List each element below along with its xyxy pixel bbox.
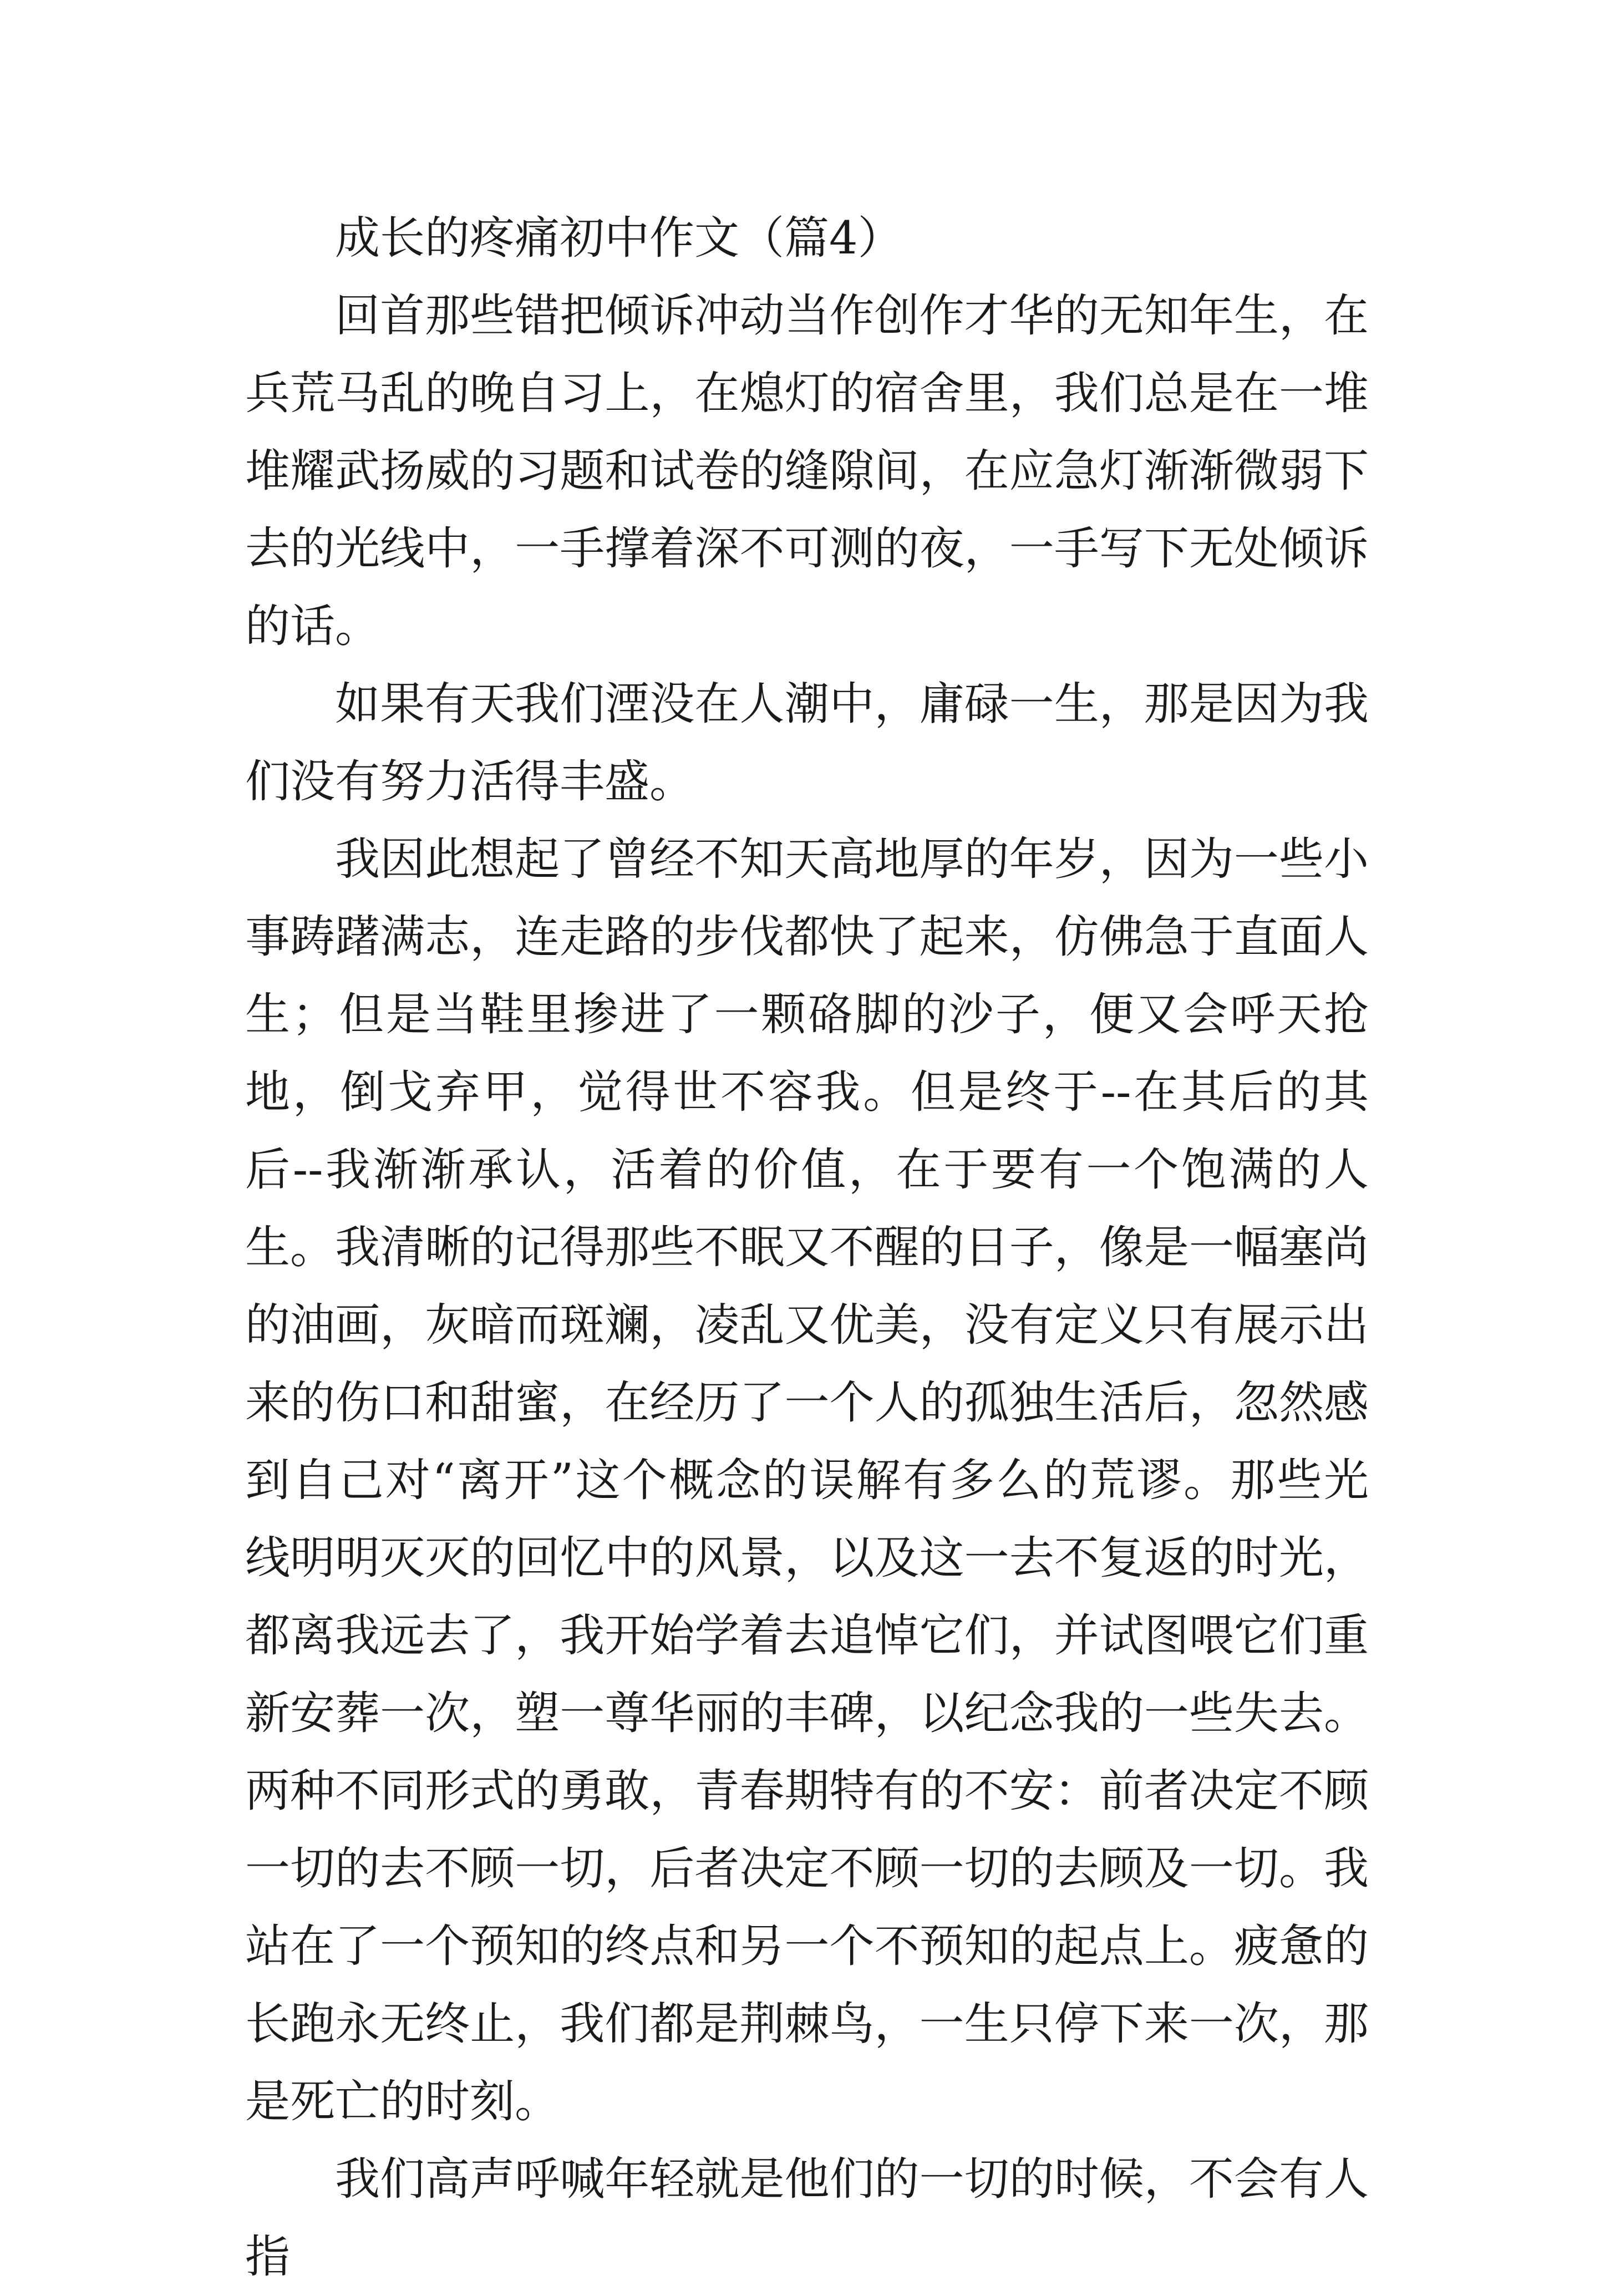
document-title: 成长的疼痛初中作文（篇4）: [335, 212, 903, 265]
paragraph-1: 回首那些错把倾诉冲动当作创作才华的无知年生，在兵荒马乱的晚自习上，在熄灯的宿舍里，我们总是在一堆堆耀武扬威的习题和试卷的缝隙间，在应急灯渐渐微弱下去的光线中，一手撑着深不可测的夜，一手写下无处倾诉的话。: [245, 290, 1369, 653]
paragraph-3: 我因此想起了曾经不知天高地厚的年岁，因为一些小事踌躇满志，连走路的步伐都快了起来，仿佛急于直面人生；但是当鞋里掺进了一颗硌脚的沙子，便又会呼天抢地，倒戈弃甲，觉得世不容我。但是终于--在其后的其后--我渐渐承认，活着的价值，在于要有一个饱满的人生。我清晰的记得那些不眠又不醒的日子，像是一幅塞尚的油画，灰暗而斑斓，凌乱又优美，没有定义只有展示出来的伤口和甜蜜，在经历了一个人的孤独生活后，忽然感到自己对“离开”这个概念的误解有多么的荒谬。那些光线明明灭灭的回忆中的风景，以及这一去不复返的时光，都离我远去了，我开始学着去追悼它们，并试图喂它们重新安葬一次，塑一尊华丽的丰碑，以纪念我的一些失去。两种不同形式的勇敢，青春期特有的不安：前者决定不顾一切的去不顾一切，后者决定不顾一切的去顾及一切。我站在了一个预知的终点和另一个不预知的起点上。疲惫的长跑永无终止，我们都是荆棘鸟，一生只停下来一次，那是死亡的时刻。: [245, 834, 1369, 2128]
paragraph-2: 如果有天我们湮没在人潮中，庸碌一生，那是因为我们没有努力活得丰盛。: [245, 678, 1369, 808]
paragraph-4: 我们高声呼喊年轻就是他们的一切的时候，不会有人指: [245, 2153, 1369, 2283]
document-body: [245, 200, 1369, 2296]
